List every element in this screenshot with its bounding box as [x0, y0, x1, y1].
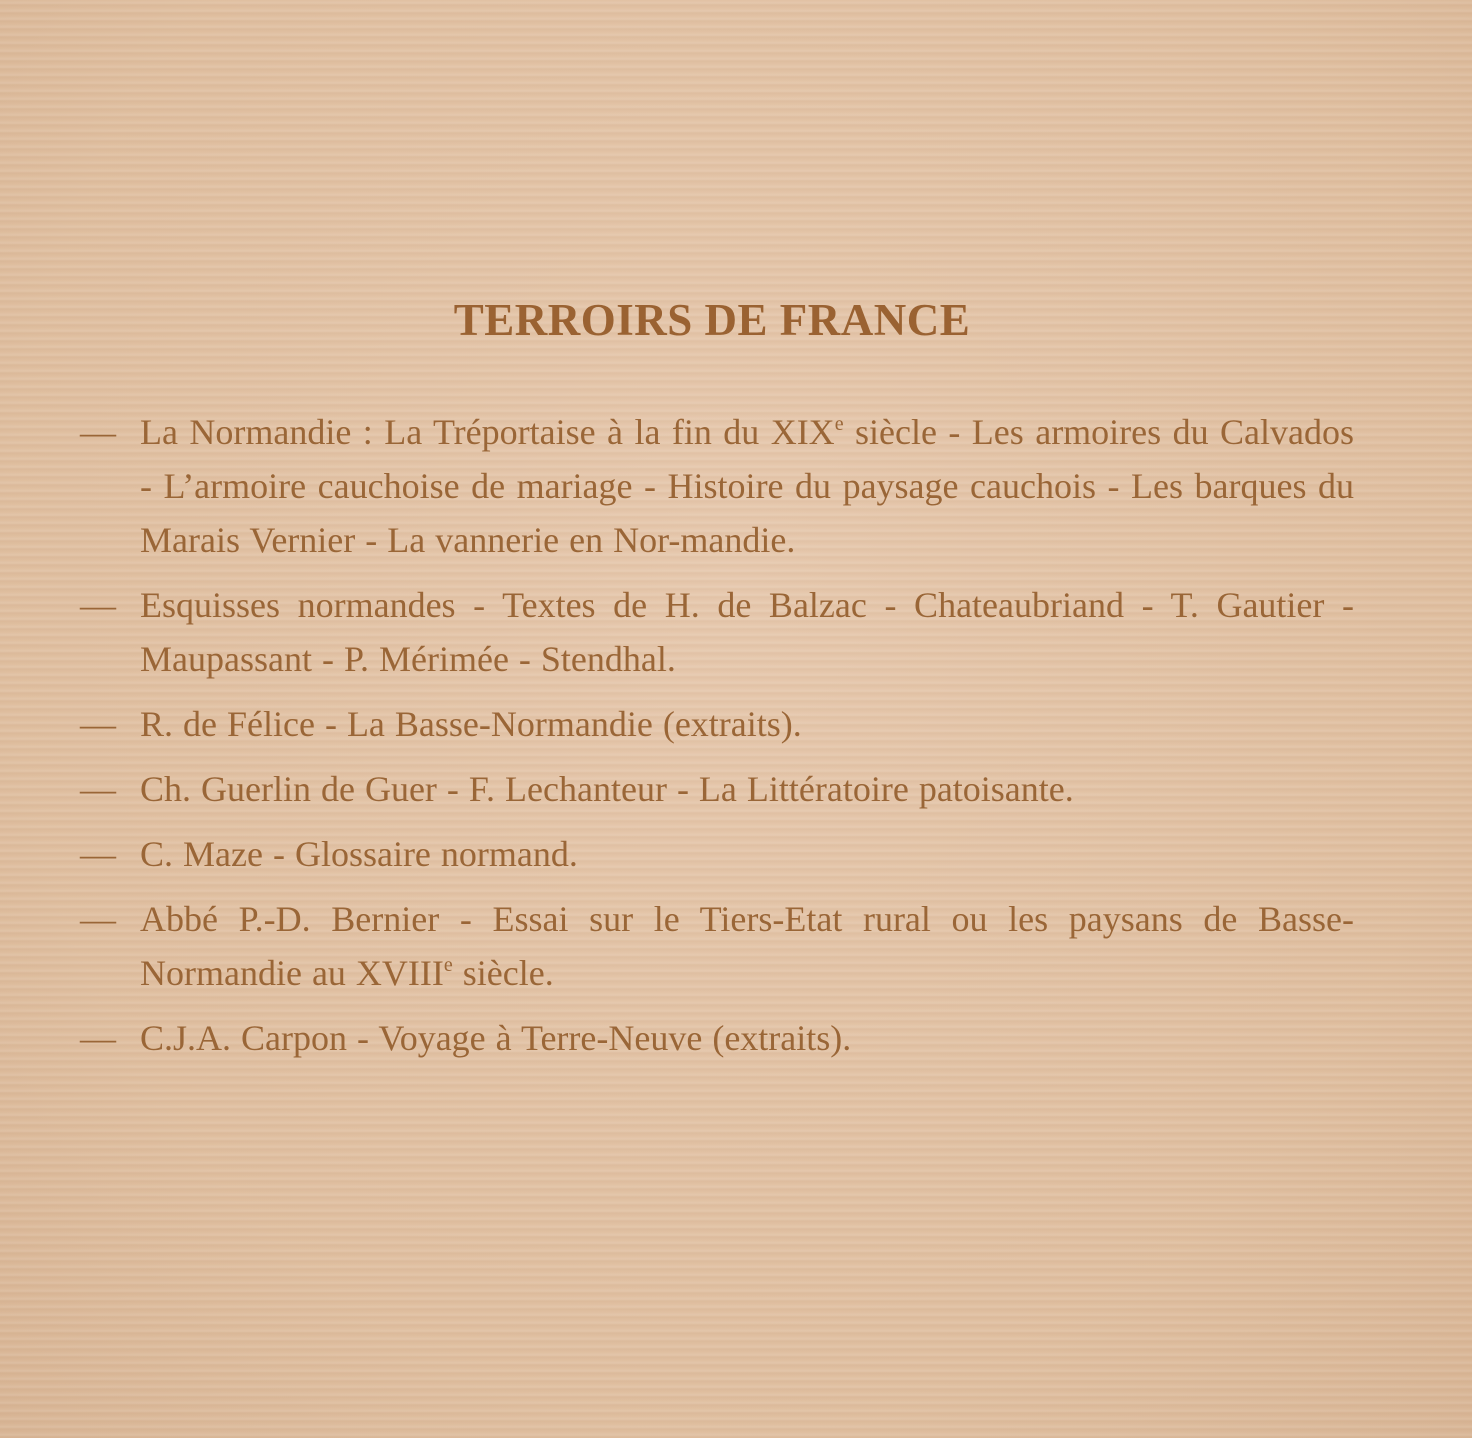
entry-text: C.J.A. Carpon - Voyage à Terre-Neuve (extraits). — [140, 1018, 852, 1058]
list-item — [80, 1011, 1354, 1065]
list-item — [80, 405, 1354, 567]
em-dash: — — [80, 834, 116, 874]
list-item — [80, 762, 1354, 816]
list-item — [80, 697, 1354, 751]
em-dash: — — [80, 1018, 116, 1058]
entry-text-part: siècle - Les armoires du Calvados - L’armoire cauchoise de mariage - Histoire du paysage cauchois - Les barques du Marais Vernier - La vannerie en Nor-mandie. — [140, 412, 1354, 560]
entry-text-part: La Normandie : La Tréportaise à la fin du XIX — [140, 412, 835, 452]
superscript: e — [443, 954, 453, 976]
list-item — [80, 827, 1354, 881]
entry-text-part: siècle. — [452, 953, 554, 993]
entry-text — [140, 892, 1354, 1000]
em-dash: — — [80, 704, 116, 744]
em-dash: — — [80, 585, 116, 625]
entry-text — [140, 405, 1354, 567]
entry-text: Esquisses normandes - Textes de H. de Balzac - Chateaubriand - T. Gautier - Maupassant - P. Mérimée - Stendhal. — [140, 585, 1354, 679]
list-item — [80, 578, 1354, 686]
superscript: e — [834, 413, 844, 435]
entry-text-part: Abbé P.-D. Bernier - Essai sur le Tiers-Etat rural ou les paysans de Basse-Normandie au XVIII — [140, 899, 1354, 993]
contents-list — [80, 405, 1354, 1076]
entry-text: R. de Félice - La Basse-Normandie (extraits). — [140, 704, 802, 744]
list-item — [80, 892, 1354, 1000]
em-dash: — — [80, 412, 116, 452]
em-dash: — — [80, 769, 116, 809]
em-dash: — — [80, 899, 116, 939]
page-title: TERROIRS DE FRANCE — [453, 295, 971, 345]
entry-text: C. Maze - Glossaire normand. — [140, 834, 578, 874]
entry-text: Ch. Guerlin de Guer - F. Lechanteur - La Littératoire patoisante. — [140, 769, 1074, 809]
